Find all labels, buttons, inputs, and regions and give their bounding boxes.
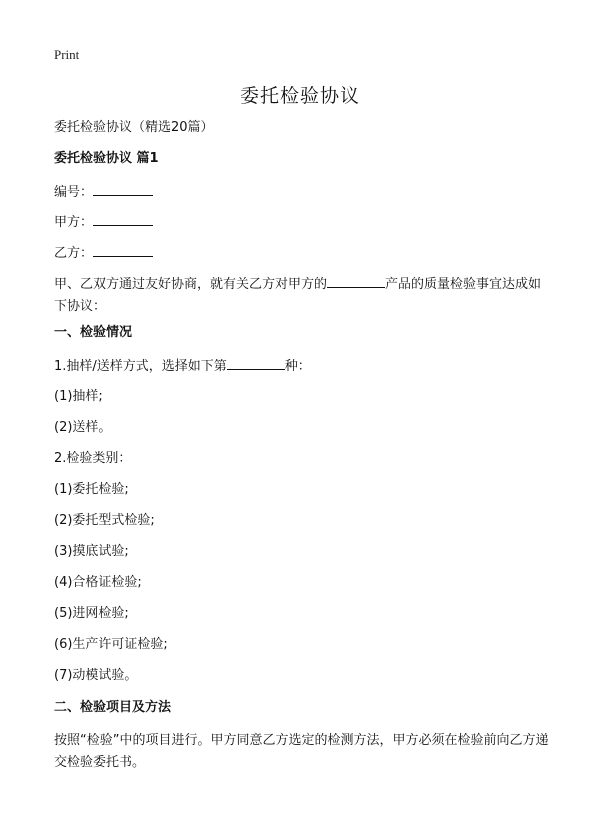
intro-paragraph: [54, 273, 549, 318]
list-item: (4)合格证检验;: [54, 575, 142, 590]
section1-heading: 一、检验情况: [54, 325, 133, 340]
number-label: 编号：: [54, 185, 94, 200]
product-blank: [327, 273, 385, 288]
party-a-blank: [93, 211, 153, 226]
section2-heading: 二、检验项目及方法: [54, 700, 172, 715]
sampling-text-after: 种：: [284, 359, 311, 374]
number-field: [54, 181, 153, 204]
print-link[interactable]: Print: [54, 47, 80, 62]
list-item: (2)送样。: [54, 420, 112, 435]
list-item: (1)抽样;: [54, 389, 103, 404]
list-item: (6)生产许可证检验;: [54, 637, 168, 652]
list-item: (7)动模试验。: [54, 668, 138, 683]
list-item: (1)委托检验;: [54, 482, 129, 497]
party-a-label: 甲方：: [54, 215, 94, 230]
number-blank: [93, 181, 153, 196]
sampling-method: [54, 355, 311, 378]
party-a-field: [54, 211, 153, 234]
article-heading: 委托检验协议 篇1: [54, 151, 159, 166]
party-b-label: 乙方：: [54, 246, 94, 261]
subtitle: 委托检验协议（精选20篇）: [54, 120, 214, 135]
category-label: 2.检验类别：: [54, 451, 132, 466]
list-item: (3)摸底试验;: [54, 544, 129, 559]
list-item: (5)进网检验;: [54, 606, 129, 621]
sampling-text-before: 1.抽样/送样方式，选择如下第: [54, 359, 227, 374]
intro-text-after: 产品的质量检验事宜达成如下协议：: [54, 277, 542, 314]
page-title: 委托检验协议: [239, 85, 360, 107]
intro-text-before: 甲、乙双方通过友好协商，就有关乙方对甲方的: [54, 277, 328, 292]
party-b-blank: [93, 242, 153, 257]
party-b-field: [54, 242, 153, 265]
section2-body: 按照“检验”中的项目进行。甲方同意乙方选定的检测方法，甲方必须在检验前向乙方递交检验委托书。: [54, 733, 549, 770]
sampling-blank: [227, 355, 285, 370]
list-item: (2)委托型式检验;: [54, 513, 155, 528]
